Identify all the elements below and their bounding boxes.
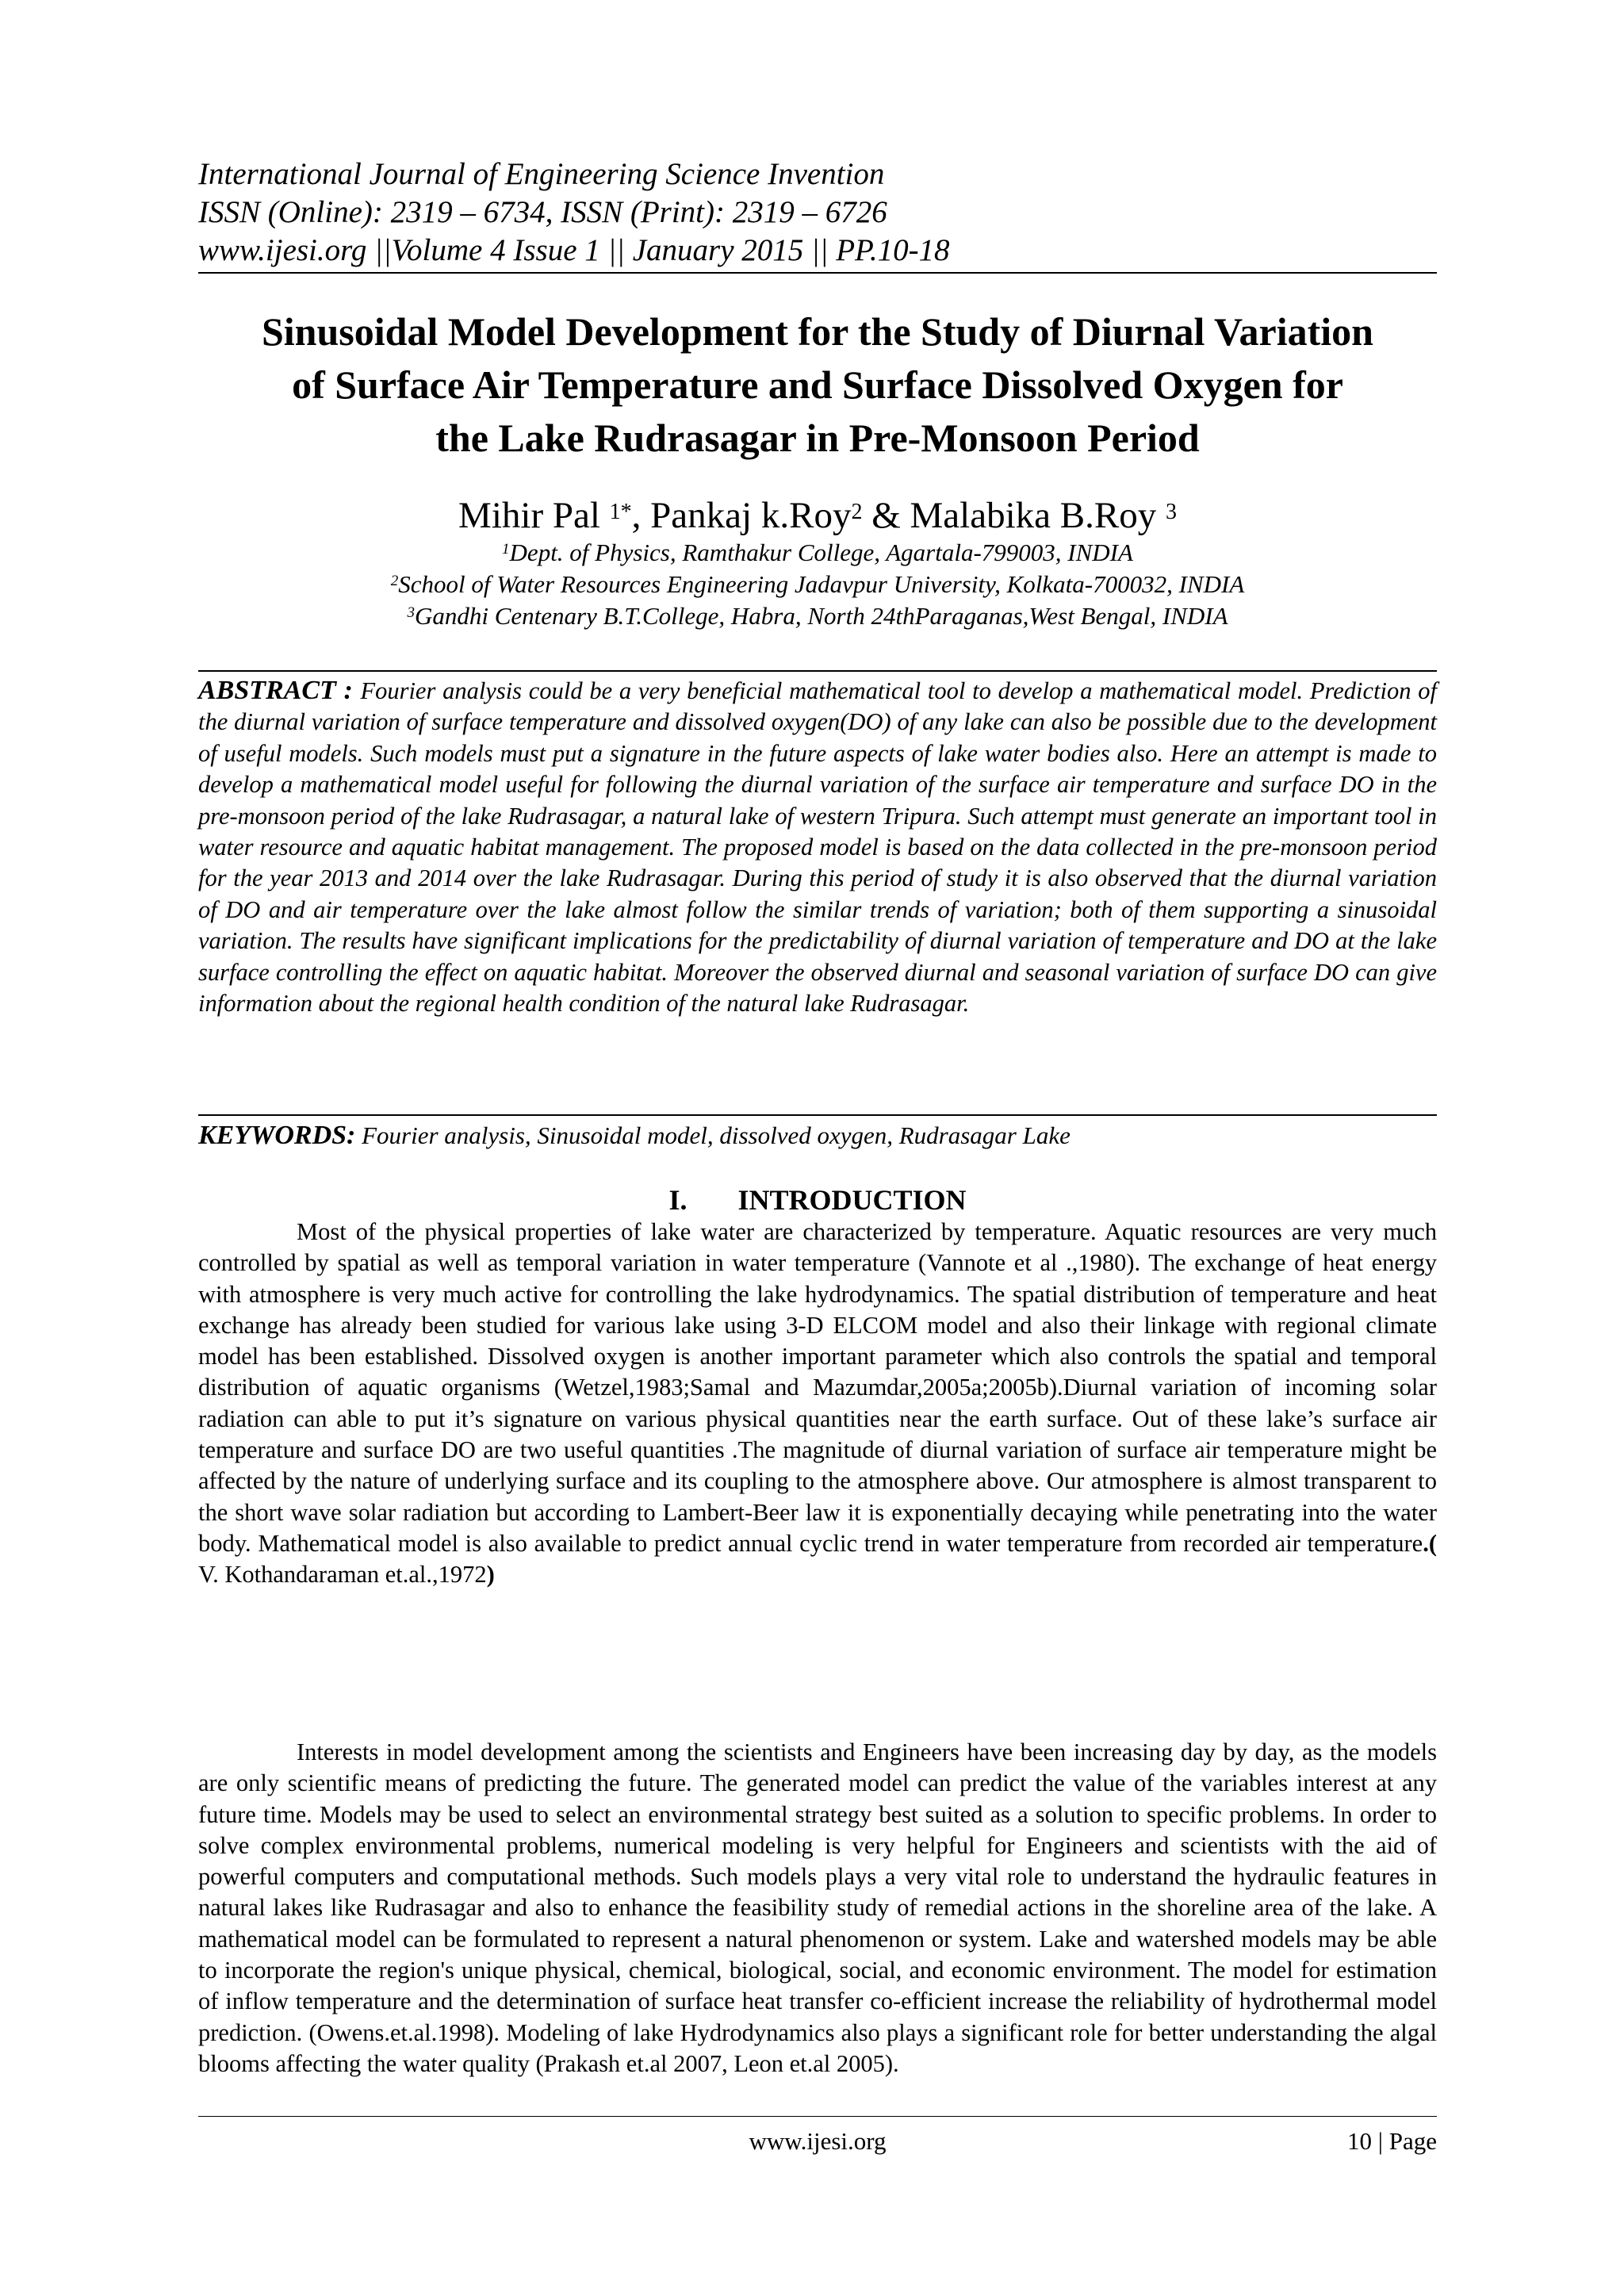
affiliation-text: Gandhi Centenary B.T.College, Habra, North 24thParaganas,West Bengal, INDIA (414, 602, 1228, 630)
abstract (198, 675, 1437, 1019)
abstract-label: ABSTRACT : (198, 676, 361, 705)
body-paragraph (198, 1217, 1437, 1591)
paragraph-text: Most of the physical properties of lake water are characterized by temperature. Aquatic resources are very much controlled by spatial as well as temporal variation in water temperature (Vannote et al .,1980). The exchange of heat energy with atmosphere is very much active for controlling the lake hydrodynamics. The spatial distribution of temperature and heat exchange has already been studied for various lake using 3-D ELCOM model and also their linkage with regional climate model has been established. Dissolved oxygen is another important parameter which also controls the spatial and temporal distribution of aquatic organisms (Wetzel,1983;Samal and Mazumdar,2005a;2005b).Diurnal variation of incoming solar radiation can able to put it’s signature on various physical quantities near the earth surface. Out of these lake’s surface air temperature and surface DO are two useful quantities .The magnitude of diurnal variation of surface air temperature might be affected by the nature of underlying surface and its coupling to the atmosphere above. Our atmosphere is almost transparent to the short wave solar radiation but according to Lambert-Beer law it is exponentially decaying while penetrating into the water body. Mathematical model is also available to predict annual cyclic trend in water temperature from recorded air temperature (198, 1218, 1437, 1557)
paragraph-text: Interests in model development among the scientists and Engineers have been increasing day by day, as the models are only scientific means of predicting the future. The generated model can predict the value of the variables interest at any future time. Models may be used to select an environmental strategy best suited as a solution to specific problems. In order to solve complex environmental problems, numerical modeling is very helpful for Engineers and scientists with the aid of powerful computers and computational methods. Such models plays a very vital role to understand the hydraulic features in natural lakes like Rudrasagar and also to enhance the feasibility study of remedial actions in the shoreline area of the lake. A mathematical model can be formulated to represent a natural phenomenon or system. Lake and watershed models may be able to incorporate the region's unique physical, chemical, biological, social, and economic environment. The model for estimation of inflow temperature and the determination of surface heat transfer co-efficient increase the reliability of hydrothermal model prediction. (Owens.et.al.1998). Modeling of lake Hydrodynamics also plays a significant role for better understanding the algal blooms affecting the water quality (Prakash et.al 2007, Leon et.al 2005). (198, 1738, 1437, 2077)
abstract-text: Fourier analysis could be a very beneficial mathematical tool to develop a mathematical model. Prediction of the diurnal variation of surface temperature and dissolved oxygen(DO) of any lake can also be possible due to the development of useful models. Such models must put a signature in the future aspects of lake water bodies also. Here an attempt is made to develop a mathematical model useful for following the diurnal variation of the surface air temperature and surface DO in the pre-monsoon period of the lake Rudrasagar, a natural lake of western Tripura. Such attempt must generate an important tool in water resource and aquatic habitat management. The proposed model is based on the data collected in the pre-monsoon period for the year 2013 and 2014 over the lake Rudrasagar. During this period of study it is also observed that the diurnal variation of DO and air temperature over the lake almost follow the similar trends of variation; both of them supporting a sinusoidal variation. The results have significant implications for the predictability of diurnal variation of temperature and DO at the lake surface controlling the effect on aquatic habitat. Moreover the observed diurnal and seasonal variation of surface DO can give information about the regional health condition of the natural lake Rudrasagar. (198, 677, 1437, 1018)
keywords-divider (198, 1114, 1437, 1116)
body-paragraph (198, 1737, 1437, 2079)
author-name: Mihir Pal (458, 495, 610, 536)
title-line: Sinusoidal Model Development for the Study of Diurnal Variation (261, 309, 1373, 354)
section-number: I. (668, 1184, 688, 1216)
footer-url: www.ijesi.org (749, 2127, 887, 2155)
footer-divider (198, 2116, 1437, 2117)
affiliation (198, 569, 1437, 600)
affiliation-text: Dept. of Physics, Ramthakur College, Agartala-799003, INDIA (509, 539, 1133, 566)
title-line: of Surface Air Temperature and Surface Dissolved Oxygen for (292, 362, 1343, 407)
keywords-text: Fourier analysis, Sinusoidal model, dissolved oxygen, Rudrasagar Lake (355, 1121, 1071, 1149)
author-affiliation-mark: 3 (1165, 500, 1177, 524)
journal-name: International Journal of Engineering Science Invention (198, 157, 885, 191)
citation-text: V. Kothandaraman et.al.,1972 (198, 1561, 487, 1589)
affiliation-mark: 3 (407, 604, 415, 621)
affiliation-list (198, 537, 1437, 632)
affiliation-mark: 1 (502, 541, 510, 558)
section-heading (198, 1182, 1437, 1217)
paper-title (198, 305, 1437, 465)
keywords (198, 1120, 1437, 1152)
section-title: INTRODUCTION (737, 1184, 967, 1216)
journal-issn: ISSN (Online): 2319 – 6734, ISSN (Print): 2319 – 6726 (198, 195, 887, 229)
author-affiliation-mark: 2 (851, 500, 863, 524)
title-line: the Lake Rudrasagar in Pre-Monsoon Period (435, 416, 1200, 460)
journal-volume: www.ijesi.org ||Volume 4 Issue 1 || January 2015 || PP.10-18 (198, 233, 950, 267)
abstract-divider (198, 670, 1437, 672)
citation-bracket: ) (486, 1561, 495, 1589)
affiliation (198, 600, 1437, 632)
author-list (198, 492, 1437, 539)
affiliation-mark: 2 (390, 573, 399, 589)
affiliation-text: School of Water Resources Engineering Jadavpur University, Kolkata-700032, INDIA (398, 570, 1245, 598)
page-number: 10 | Page (1347, 2127, 1437, 2155)
author-name: , Pankaj k.Roy (631, 495, 852, 536)
citation-bracket: .( (1423, 1529, 1437, 1557)
keywords-label: KEYWORDS: (198, 1121, 356, 1150)
affiliation (198, 537, 1437, 569)
journal-header (198, 155, 1435, 270)
header-divider (198, 272, 1437, 274)
author-name: & Malabika B.Roy (862, 495, 1166, 536)
author-affiliation-mark: 1* (609, 500, 632, 524)
